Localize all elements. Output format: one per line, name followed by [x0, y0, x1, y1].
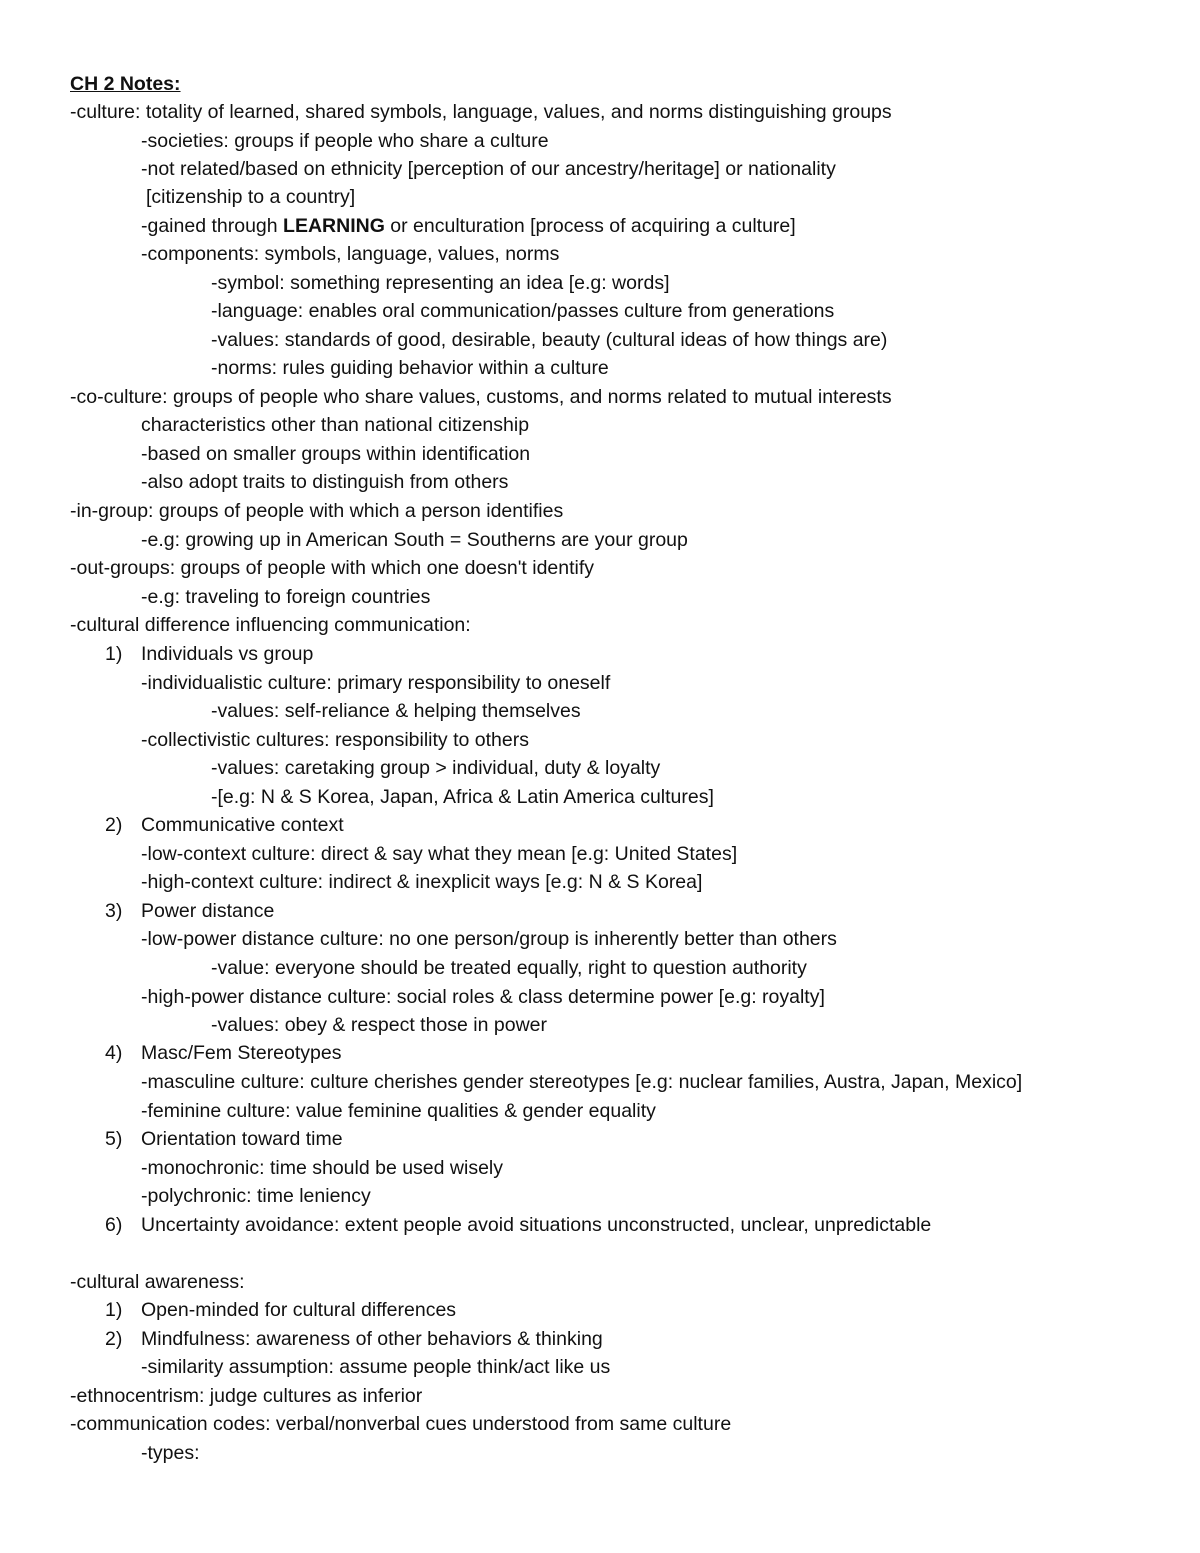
note-text: or enculturation [process of acquiring a culture] — [384, 215, 796, 237]
item-number: 5) — [105, 1128, 123, 1150]
note-line: -e.g: growing up in American South = Southerns are your group — [141, 529, 688, 551]
numbered-item — [105, 1325, 603, 1353]
numbered-item — [105, 1039, 341, 1067]
item-number: 2) — [105, 814, 123, 836]
item-number: 4) — [105, 1042, 123, 1064]
note-line: -co-culture: groups of people who share values, customs, and norms related to mutual interests — [70, 386, 892, 408]
document-title: CH 2 Notes: — [70, 73, 181, 95]
note-line: -not related/based on ethnicity [perception of our ancestry/heritage] or nationality — [141, 158, 836, 180]
numbered-item — [105, 1296, 456, 1324]
note-line: -ethnocentrism: judge cultures as inferior — [70, 1385, 423, 1407]
note-line: -feminine culture: value feminine qualities & gender equality — [141, 1100, 656, 1122]
numbered-item — [105, 897, 274, 925]
note-line: -norms: rules guiding behavior within a culture — [211, 357, 609, 379]
note-line: -language: enables oral communication/passes culture from generations — [211, 300, 835, 322]
note-line: -societies: groups if people who share a culture — [141, 130, 549, 152]
item-text: Communicative context — [141, 814, 344, 836]
note-line: -values: standards of good, desirable, beauty (cultural ideas of how things are) — [211, 329, 888, 351]
note-line: -masculine culture: culture cherishes gender stereotypes [e.g: nuclear families, Austra, Japan, Mexico] — [141, 1071, 1023, 1093]
note-line: -components: symbols, language, values, norms — [141, 243, 560, 265]
note-text: -gained through — [141, 215, 284, 237]
item-text: Open-minded for cultural differences — [141, 1299, 457, 1321]
note-line: -out-groups: groups of people with which one doesn't identify — [70, 557, 595, 579]
item-text: Individuals vs group — [141, 643, 314, 665]
note-line: -types: — [141, 1442, 200, 1464]
item-number: 6) — [105, 1214, 123, 1236]
note-line: -[e.g: N & S Korea, Japan, Africa & Latin America cultures] — [211, 786, 714, 808]
note-line: -monochronic: time should be used wisely — [141, 1157, 504, 1179]
note-line: -polychronic: time leniency — [141, 1185, 371, 1207]
item-number: 3) — [105, 900, 123, 922]
item-text: Masc/Fem Stereotypes — [141, 1042, 342, 1064]
numbered-item — [105, 811, 344, 839]
item-text: Orientation toward time — [141, 1128, 343, 1150]
item-number: 2) — [105, 1328, 123, 1350]
item-number: 1) — [105, 1299, 123, 1321]
item-text: Uncertainty avoidance: extent people avoid situations unconstructed, unclear, unpredictable — [141, 1214, 932, 1236]
note-line: -based on smaller groups within identification — [141, 443, 531, 465]
note-line: -low-power distance culture: no one person/group is inherently better than others — [141, 928, 837, 950]
note-line: -cultural awareness: — [70, 1271, 245, 1293]
note-line: -individualistic culture: primary responsibility to oneself — [141, 672, 611, 694]
note-line: -collectivistic cultures: responsibility to others — [141, 729, 529, 751]
note-line: characteristics other than national citizenship — [141, 414, 530, 436]
note-line: -culture: totality of learned, shared symbols, language, values, and norms distinguishing groups — [70, 101, 892, 123]
note-line: -high-context culture: indirect & inexplicit ways [e.g: N & S Korea] — [141, 871, 703, 893]
note-line: -communication codes: verbal/nonverbal cues understood from same culture — [70, 1413, 732, 1435]
note-line: -values: caretaking group > individual, duty & loyalty — [211, 757, 661, 779]
note-line: -also adopt traits to distinguish from others — [141, 471, 509, 493]
note-line: -e.g: traveling to foreign countries — [141, 586, 431, 608]
note-line: -values: self-reliance & helping themselves — [211, 700, 581, 722]
item-number: 1) — [105, 643, 123, 665]
note-line: -similarity assumption: assume people think/act like us — [141, 1356, 611, 1378]
note-line: [citizenship to a country] — [146, 186, 356, 208]
note-line: -values: obey & respect those in power — [211, 1014, 548, 1036]
numbered-item — [105, 640, 313, 668]
note-line: -high-power distance culture: social roles & class determine power [e.g: royalty] — [141, 986, 825, 1008]
numbered-item — [105, 1211, 931, 1239]
note-line — [141, 212, 796, 240]
note-line: -low-context culture: direct & say what they mean [e.g: United States] — [141, 843, 738, 865]
emphasis-text: LEARNING — [283, 215, 385, 237]
note-line: -in-group: groups of people with which a person identifies — [70, 500, 564, 522]
numbered-item — [105, 1125, 343, 1153]
note-line: -value: everyone should be treated equally, right to question authority — [211, 957, 807, 979]
note-line: -cultural difference influencing communication: — [70, 614, 471, 636]
item-text: Mindfulness: awareness of other behaviors & thinking — [141, 1328, 603, 1350]
item-text: Power distance — [141, 900, 275, 922]
note-line: -symbol: something representing an idea [e.g: words] — [211, 272, 670, 294]
